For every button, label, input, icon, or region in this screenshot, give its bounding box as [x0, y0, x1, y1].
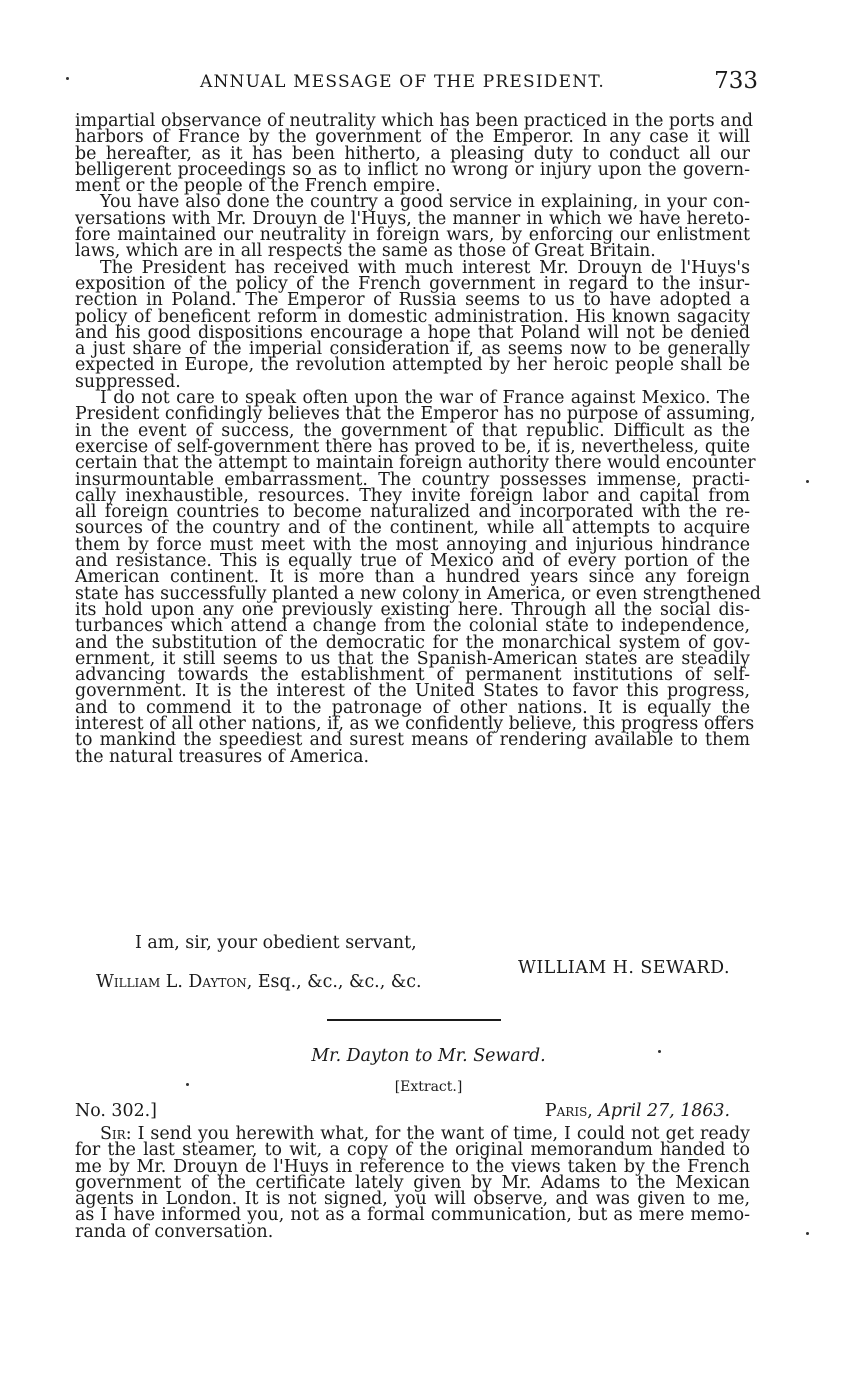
text-line: randa of conversation. [75, 1221, 274, 1242]
salutation: Sir: [100, 1124, 132, 1144]
text-line: You have also done the country a good service in explaining, in your con- [100, 192, 750, 213]
letter-heading: Mr. Dayton to Mr. Seward. [311, 1046, 546, 1066]
text-line: and his good dispositions encourage a hope that Poland will not be denied [75, 322, 750, 343]
text-line: sources of the country and of the continent, while all attempts to acquire [75, 518, 750, 539]
paragraph [75, 257, 750, 392]
text-line: laws, which are in all respects the same as those of Great Britain. [75, 241, 656, 262]
letter-paragraph [75, 1126, 750, 1240]
text-line: versations with Mr. Drouyn de l'Huys, the manner in which we have hereto- [75, 208, 750, 229]
paragraph [75, 111, 753, 197]
text-line: policy of beneficent reform in domestic administration. His known sagacity [75, 306, 750, 327]
scan-speck [66, 77, 69, 80]
text-line: and the substitution of the democratic for the monarchical system of gov- [75, 632, 750, 653]
text-line: interest of all other nations, if, as we confidently believe, this progress offers [75, 713, 755, 734]
paragraph [75, 192, 750, 262]
text-line: cally inexhaustible, resources. They invite foreign labor and capital from [75, 485, 750, 506]
text-line: exercise of self-government there has proved to be, it is, nevertheless, quite [75, 436, 750, 457]
text-line: and to commend it to the patronage of other nations. It is equally the [75, 697, 750, 718]
running-title: ANNUAL MESSAGE OF THE PRESIDENT. [200, 72, 605, 92]
signer-name: WILLIAM H. SEWARD. [518, 958, 730, 978]
addressee-suffix: , Esq., &c., &c., &c. [246, 972, 422, 992]
text-line: government. It is the interest of the United States to favor this progress, [75, 681, 750, 702]
text-line: The President has received with much interest Mr. Drouyn de l'Huys's [100, 257, 750, 278]
text-line: as I have informed you, not as a formal communication, but as mere memo- [75, 1205, 750, 1226]
text-line: in the event of success, the government of that republic. Difficult as the [75, 420, 750, 441]
letter-body [75, 1126, 750, 1240]
text-line: turbances which attend a change from the colonial state to independence, [75, 616, 750, 637]
dateline-date: April 27, 1863. [598, 1101, 730, 1121]
text-line: the natural treasures of America. [75, 746, 369, 767]
scan-speck [806, 480, 809, 483]
text-line: a just share of the imperial consideration if, as seems now to be generally [75, 339, 750, 360]
text-line: ment or the people of the French empire. [75, 176, 441, 197]
text-line: government of the certificate lately given by Mr. Adams to the Mexican [75, 1172, 750, 1193]
text-line: harbors of France by the government of the Emperor. In any case it will [75, 127, 750, 148]
scan-speck [186, 1083, 189, 1086]
text-line: President confidingly believes that the Emperor has no purpose of assuming, [75, 404, 756, 425]
dateline-row [75, 1101, 730, 1123]
text-line: belligerent proceedings so as to inflict no wrong or injury upon the govern- [75, 159, 750, 180]
scan-speck [658, 1050, 661, 1053]
running-head [200, 68, 760, 98]
letter-first-line: I send you herewith what, for the want of time, I could not get ready [137, 1124, 750, 1144]
addressee-name: William L. Dayton [96, 972, 247, 992]
text-line: suppressed. [75, 371, 181, 392]
text-line: ernment, it still seems to us that the Spanish-American states are steadily [75, 648, 750, 669]
text-line: state has successfully planted a new colony in America, or even strengthened [75, 583, 761, 604]
text-line: advancing towards the establishment of permanent institutions of self- [75, 665, 750, 686]
text-line: insurmountable embarrassment. The country possesses immense, practi- [75, 469, 750, 490]
extract-note: [Extract.] [394, 1079, 463, 1095]
text-line: all foreign countries to become naturalized and incorporated with the re- [75, 502, 750, 523]
text-line: impartial observance of neutrality which has been practiced in the ports and [75, 111, 753, 131]
text-line: them by force must meet with the most annoying and injurious hindrance [75, 534, 750, 555]
addressee [96, 972, 422, 992]
page-number: 733 [714, 68, 758, 94]
closing-line: I am, sir, your obedient servant, [135, 933, 417, 953]
text-line: expected in Europe, the revolution attempted by her heroic people shall be [75, 355, 750, 376]
text-line: fore maintained our neutrality in foreign wars, by enforcing our enlistment [75, 225, 750, 246]
text-line: agents in London. It is not signed, you will observe, and was given to me, [75, 1189, 750, 1210]
text-line: its hold upon any one previously existing here. Through all the social dis- [75, 599, 750, 620]
text-line: certain that the attempt to maintain foreign authority there would encounter [75, 453, 756, 474]
body-text [75, 111, 761, 767]
paragraph [75, 388, 761, 767]
text-line: American continent. It is more than a hundred years since any foreign [75, 567, 750, 588]
text-line: to mankind the speediest and surest means of rendering available to them [75, 730, 750, 751]
section-divider [327, 1019, 501, 1021]
text-line: me by Mr. Drouyn de l'Huys in reference to the views taken by the French [75, 1156, 750, 1177]
text-line: and resistance. This is equally true of Mexico and of every portion of the [75, 551, 750, 572]
scan-speck [806, 1232, 809, 1235]
dateline-place: Paris [544, 1101, 588, 1121]
text-line: rection in Poland. The Emperor of Russia seems to us to have adopted a [75, 290, 750, 311]
dateline: Paris, April 27, 1863. [544, 1101, 730, 1121]
text-line: be hereafter, as it has been hitherto, a pleasing duty to conduct all our [75, 143, 750, 164]
text-line: exposition of the policy of the French government in regard to the insur- [75, 273, 750, 294]
text-line: I do not care to speak often upon the war of France against Mexico. The [100, 388, 750, 409]
text-line: for the last steamer, to wit, a copy of the original memorandum handed to [75, 1140, 750, 1161]
document-number: No. 302.] [75, 1101, 157, 1121]
